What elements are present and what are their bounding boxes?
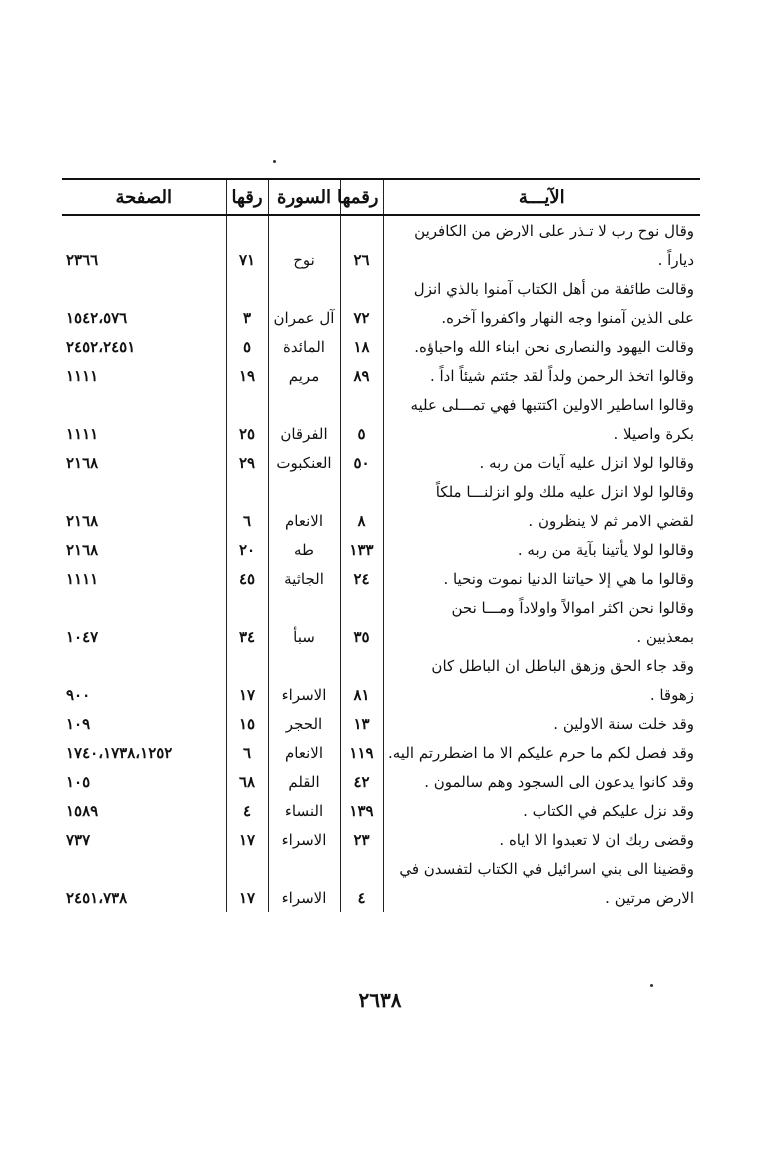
table-row bbox=[62, 593, 700, 622]
page-reference: ١٠٩ bbox=[62, 709, 226, 738]
surah-name: الاسراء bbox=[268, 680, 340, 709]
page-reference bbox=[62, 593, 226, 622]
surah-name bbox=[268, 593, 340, 622]
surah-name bbox=[268, 215, 340, 245]
page-reference bbox=[62, 390, 226, 419]
verse-text: وقالوا ما هي إلا حياتنا الدنيا نموت ونحيا . bbox=[443, 569, 694, 588]
surah-name: النساء bbox=[268, 796, 340, 825]
surah-name: مريم bbox=[268, 361, 340, 390]
table-row bbox=[62, 303, 700, 332]
verse-text: بكرة واصيلا . bbox=[613, 424, 694, 443]
table-row bbox=[62, 709, 700, 738]
surah-number: ٦ bbox=[226, 738, 268, 767]
page-reference: ٢٣٦٦ bbox=[62, 245, 226, 274]
surah-name: طه bbox=[268, 535, 340, 564]
surah-name: سبأ bbox=[268, 622, 340, 651]
surah-name: نوح bbox=[268, 245, 340, 274]
surah-name bbox=[268, 390, 340, 419]
verse-text: وقالوا لولا يأتينا بآية من ربه . bbox=[517, 540, 694, 559]
surah-number: ٦ bbox=[226, 506, 268, 535]
table-row bbox=[62, 825, 700, 854]
surah-name: المائدة bbox=[268, 332, 340, 361]
page-reference bbox=[62, 215, 226, 245]
page-reference bbox=[62, 274, 226, 303]
verse-text: وقالوا اتخذ الرحمن ولداً لقد جئتم شيئاً اداً . bbox=[429, 366, 694, 385]
verse-number bbox=[340, 215, 383, 245]
surah-name: الحجر bbox=[268, 709, 340, 738]
page-reference: ٢١٦٨ bbox=[62, 448, 226, 477]
surah-number bbox=[226, 390, 268, 419]
verse-number: ٨٩ bbox=[340, 361, 383, 390]
table-row bbox=[62, 332, 700, 361]
verse-text: وقالوا لولا انزل عليه ملك ولو انزلنـــا ملكاً bbox=[435, 482, 694, 501]
surah-name bbox=[268, 854, 340, 883]
verse-text: وقد نزل عليكم في الكتاب . bbox=[523, 801, 694, 820]
page-reference: ٢٤٥١،٧٣٨ bbox=[62, 883, 226, 912]
table-body bbox=[62, 215, 700, 912]
verse-text: زهوقا . bbox=[649, 685, 694, 704]
surah-name: الانعام bbox=[268, 506, 340, 535]
surah-name bbox=[268, 274, 340, 303]
surah-number: ٧١ bbox=[226, 245, 268, 274]
page-reference: ١٥٤٢،٥٧٦ bbox=[62, 303, 226, 332]
table-row bbox=[62, 448, 700, 477]
table-row bbox=[62, 419, 700, 448]
scan-speck bbox=[273, 160, 276, 163]
verse-text: وقال نوح رب لا تـذر على الارض من الكافرين bbox=[414, 221, 694, 240]
surah-name: الجاثية bbox=[268, 564, 340, 593]
verse-number: ٥٠ bbox=[340, 448, 383, 477]
verse-number: ٥ bbox=[340, 419, 383, 448]
page-reference: ٢١٦٨ bbox=[62, 506, 226, 535]
page-reference: ٢١٦٨ bbox=[62, 535, 226, 564]
page-number: ٢٦٣٨ bbox=[358, 988, 402, 1012]
table-row bbox=[62, 361, 700, 390]
verse-number: ٨ bbox=[340, 506, 383, 535]
surah-number: ٢٠ bbox=[226, 535, 268, 564]
table-row bbox=[62, 535, 700, 564]
table-row bbox=[62, 477, 700, 506]
surah-number bbox=[226, 651, 268, 680]
verse-number: ١١٩ bbox=[340, 738, 383, 767]
page-reference: ١١١١ bbox=[62, 564, 226, 593]
verse-number bbox=[340, 651, 383, 680]
header-surah: السورة bbox=[268, 179, 340, 215]
verse-text: وقد فصل لكم ما حرم عليكم الا ما اضطررتم اليه. bbox=[387, 743, 694, 762]
verse-number bbox=[340, 274, 383, 303]
surah-number: ٢٥ bbox=[226, 419, 268, 448]
verse-number bbox=[340, 593, 383, 622]
page-reference: ١٥٨٩ bbox=[62, 796, 226, 825]
page-reference: ١١١١ bbox=[62, 361, 226, 390]
surah-number: ١٧ bbox=[226, 680, 268, 709]
table-row bbox=[62, 767, 700, 796]
verse-number: ٨١ bbox=[340, 680, 383, 709]
verse-number bbox=[340, 390, 383, 419]
verse-number: ٢٣ bbox=[340, 825, 383, 854]
header-verse-number: رقمها bbox=[340, 179, 383, 215]
table-row bbox=[62, 651, 700, 680]
surah-name bbox=[268, 477, 340, 506]
surah-number: ١٩ bbox=[226, 361, 268, 390]
surah-number bbox=[226, 477, 268, 506]
surah-name: آل عمران bbox=[268, 303, 340, 332]
verse-index-table bbox=[62, 178, 700, 912]
page-reference: ٩٠٠ bbox=[62, 680, 226, 709]
header-verse: الآيـــة bbox=[383, 179, 700, 215]
verse-text: وقالوا اساطير الاولين اكتتبها فهي تمـــلى عليه bbox=[410, 395, 694, 414]
verse-text: الارض مرتين . bbox=[605, 888, 694, 907]
table-header bbox=[62, 179, 700, 215]
surah-number bbox=[226, 215, 268, 245]
verse-number: ١٣٩ bbox=[340, 796, 383, 825]
table-row bbox=[62, 738, 700, 767]
verse-number: ٣٥ bbox=[340, 622, 383, 651]
verse-text: وقد خلت سنة الاولين . bbox=[553, 714, 694, 733]
verse-text: وقد جاء الحق وزهق الباطل ان الباطل كان bbox=[431, 656, 694, 675]
table-row bbox=[62, 796, 700, 825]
page-reference: ٢٤٥٢،٢٤٥١ bbox=[62, 332, 226, 361]
surah-name: الفرقان bbox=[268, 419, 340, 448]
verse-number: ٧٢ bbox=[340, 303, 383, 332]
page-reference: ١١١١ bbox=[62, 419, 226, 448]
page-reference bbox=[62, 854, 226, 883]
surah-number bbox=[226, 854, 268, 883]
surah-number bbox=[226, 274, 268, 303]
page-reference: ١٧٤٠،١٧٣٨،١٢٥٢ bbox=[62, 738, 226, 767]
table-row bbox=[62, 390, 700, 419]
table-row bbox=[62, 680, 700, 709]
table-row bbox=[62, 274, 700, 303]
surah-number: ١٧ bbox=[226, 825, 268, 854]
surah-number: ٣٤ bbox=[226, 622, 268, 651]
surah-number: ٥ bbox=[226, 332, 268, 361]
verse-text: لقضي الامر ثم لا ينظرون . bbox=[528, 511, 694, 530]
header-row bbox=[62, 179, 700, 215]
table-row bbox=[62, 245, 700, 274]
verse-number: ١٣٣ bbox=[340, 535, 383, 564]
header-page: الصفحة bbox=[62, 179, 226, 215]
surah-name bbox=[268, 651, 340, 680]
surah-name: العنكبوت bbox=[268, 448, 340, 477]
verse-text: بمعذبين . bbox=[636, 627, 694, 646]
page-reference bbox=[62, 477, 226, 506]
surah-number: ٢٩ bbox=[226, 448, 268, 477]
page-reference bbox=[62, 651, 226, 680]
verse-number: ٤٢ bbox=[340, 767, 383, 796]
surah-name: الاسراء bbox=[268, 883, 340, 912]
verse-text: وقضى ربك ان لا تعبدوا الا اياه . bbox=[499, 830, 694, 849]
page-reference: ١٠٤٧ bbox=[62, 622, 226, 651]
verse-text: دياراً . bbox=[657, 250, 694, 269]
verse-text: وقالوا لولا انزل عليه آيات من ربه . bbox=[479, 453, 694, 472]
surah-name: الاسراء bbox=[268, 825, 340, 854]
header-surah-number: رقها bbox=[226, 179, 268, 215]
scan-speck bbox=[650, 984, 653, 987]
table-row bbox=[62, 854, 700, 883]
verse-text: وقد كانوا يدعون الى السجود وهم سالمون . bbox=[424, 772, 694, 791]
surah-number: ٦٨ bbox=[226, 767, 268, 796]
verse-number: ٢٦ bbox=[340, 245, 383, 274]
verse-number bbox=[340, 854, 383, 883]
surah-number: ١٥ bbox=[226, 709, 268, 738]
surah-number bbox=[226, 593, 268, 622]
table-row bbox=[62, 506, 700, 535]
page-reference: ٧٣٧ bbox=[62, 825, 226, 854]
verse-text: وقالت اليهود والنصارى نحن ابناء الله واحباؤه. bbox=[414, 337, 694, 356]
verse-number: ٢٤ bbox=[340, 564, 383, 593]
surah-name: الانعام bbox=[268, 738, 340, 767]
table-row bbox=[62, 215, 700, 245]
verse-text: وقالت طائفة من أهل الكتاب آمنوا بالذي انزل bbox=[413, 279, 694, 298]
verse-text: على الذين آمنوا وجه النهار واكفروا آخره. bbox=[441, 308, 694, 327]
verse-number bbox=[340, 477, 383, 506]
table-row bbox=[62, 564, 700, 593]
verse-text: وقالوا نحن اكثر اموالاً واولاداً ومـــا نحن bbox=[451, 598, 694, 617]
table-row bbox=[62, 622, 700, 651]
surah-name: القلم bbox=[268, 767, 340, 796]
surah-number: ٤٥ bbox=[226, 564, 268, 593]
page-reference: ١٠٥ bbox=[62, 767, 226, 796]
verse-number: ١٣ bbox=[340, 709, 383, 738]
table-row bbox=[62, 883, 700, 912]
surah-number: ٣ bbox=[226, 303, 268, 332]
verse-number: ١٨ bbox=[340, 332, 383, 361]
surah-number: ٤ bbox=[226, 796, 268, 825]
verse-number: ٤ bbox=[340, 883, 383, 912]
verse-text: وقضينا الى بني اسرائيل في الكتاب لتفسدن في bbox=[399, 859, 694, 878]
surah-number: ١٧ bbox=[226, 883, 268, 912]
